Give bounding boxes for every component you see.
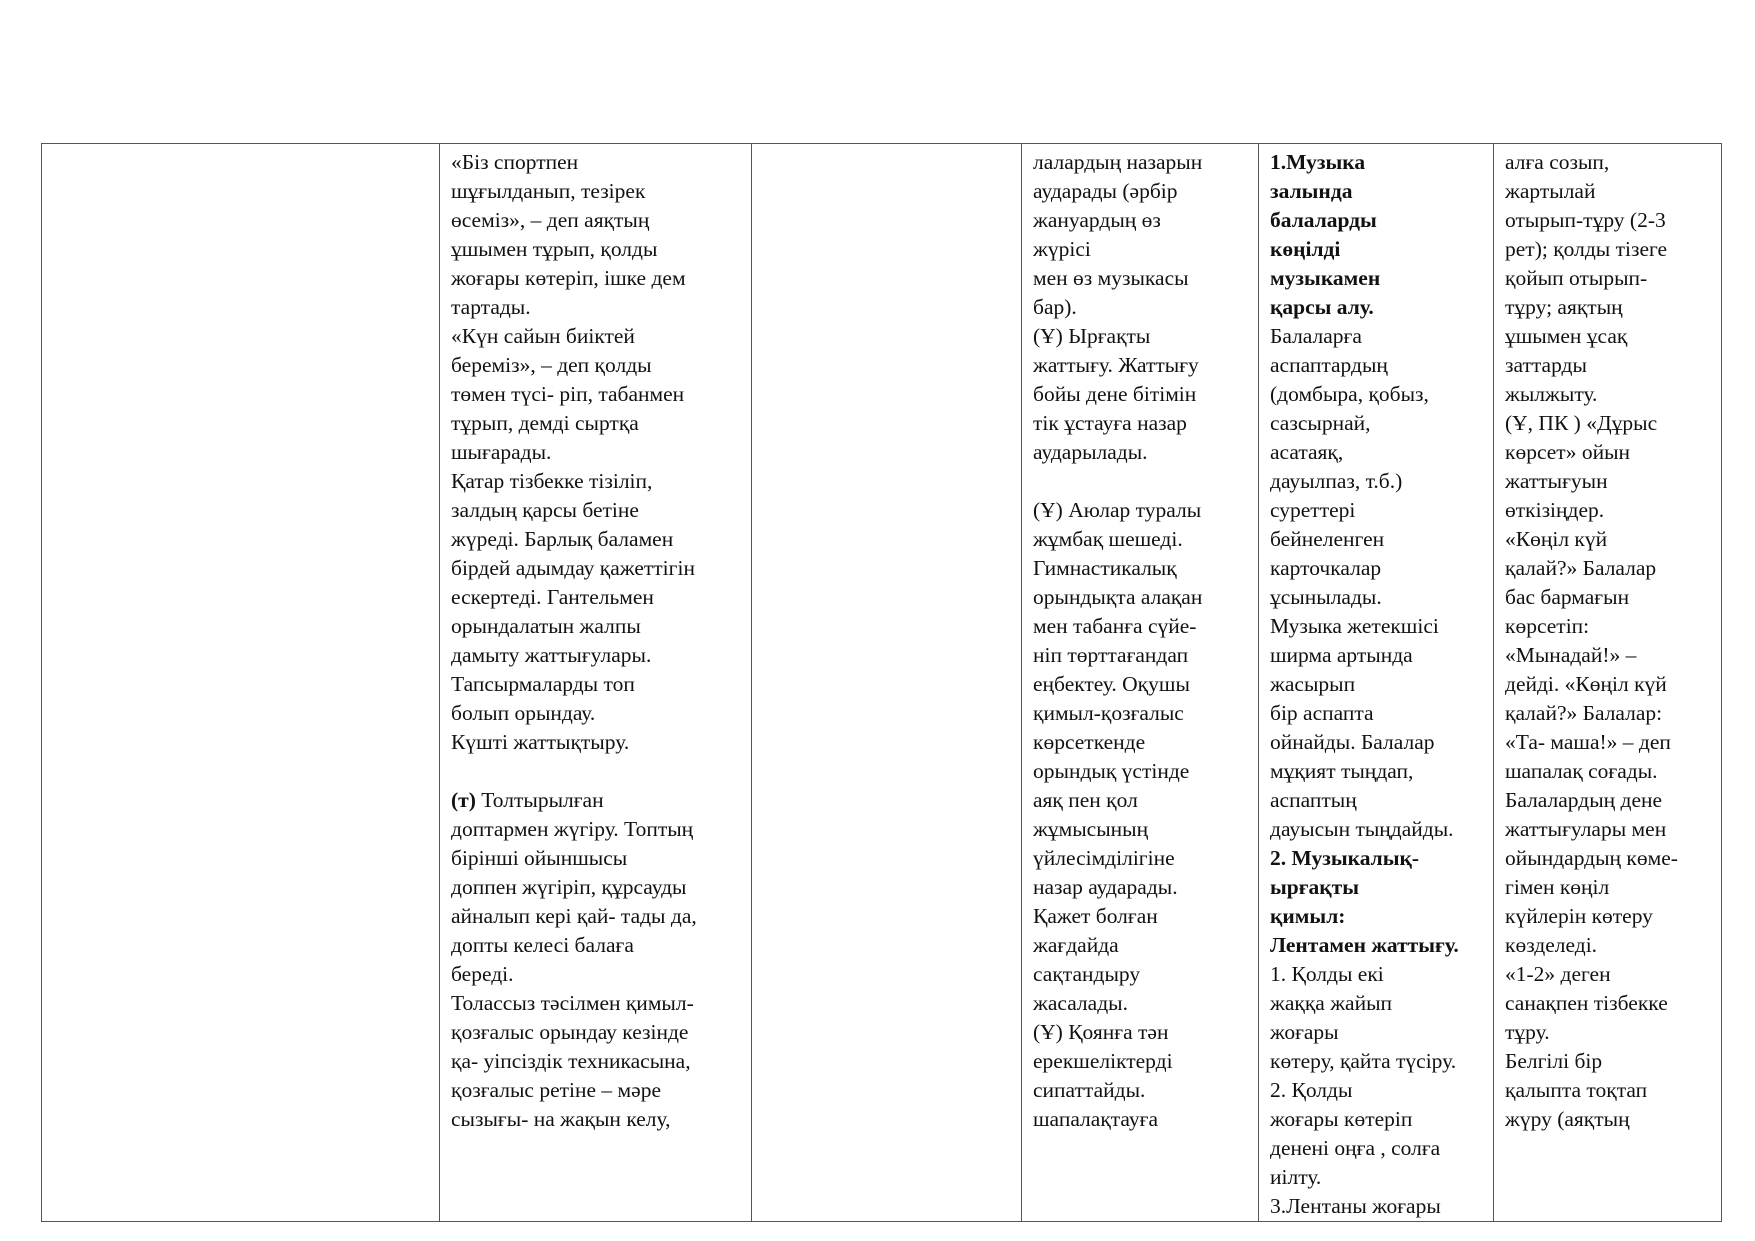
text-line: «Мынадай!» – [1505, 643, 1637, 667]
text-line: жүреді. Барлық баламен [451, 527, 674, 551]
text-line: сызығы- на жақын келу, [451, 1107, 671, 1131]
text-line: ширма артында [1270, 643, 1413, 667]
text-line: заттарды [1505, 353, 1587, 377]
table-cell-col4 [1022, 144, 1259, 1222]
text-line: залында [1270, 179, 1353, 203]
text-line: жаттығуын [1505, 469, 1608, 493]
table-cell-col6 [1494, 144, 1722, 1222]
text-line: өсеміз», – деп аяқтың [451, 208, 650, 232]
text-line: (Ұ) Ырғақты [1033, 324, 1151, 348]
text-line: сипаттайды. [1033, 1078, 1146, 1102]
text-line: дамыту жаттығулары. [451, 643, 652, 667]
text-line: ұшымен тұрып, қолды [451, 237, 658, 261]
text-line: аспаптың [1270, 788, 1357, 812]
table-cell-col2 [440, 144, 752, 1222]
text-line: қозғалыс ретіне – мәре [451, 1078, 661, 1102]
text-line: қарсы алу. [1270, 295, 1374, 319]
text-line: жасырып [1270, 672, 1356, 696]
text-line: дейді. «Көңіл күй [1505, 672, 1667, 696]
bold-label: (т) [451, 788, 476, 812]
text-line: лалардың назарын [1033, 150, 1203, 174]
text-line: жасалады. [1033, 991, 1128, 1015]
text-line: ніп төрттағандап [1033, 643, 1189, 667]
text-line: көрсетіп: [1505, 614, 1590, 638]
text-line: балаларды [1270, 208, 1377, 232]
text-line [451, 757, 741, 786]
text-line: орындық үстінде [1033, 759, 1190, 783]
text-line: сақтандыру [1033, 962, 1141, 986]
text-line: көрсеткенде [1033, 730, 1146, 754]
text-line: бірдей адымдау қажеттігін [451, 556, 695, 580]
text-line: болып орындау. [451, 701, 596, 725]
text-line: бас бармағын [1505, 585, 1630, 609]
text-line [1033, 467, 1248, 496]
text-line: қимыл: [1270, 904, 1346, 928]
text-line: иілту. [1270, 1165, 1322, 1189]
text-line: 3.Лентаны жоғары [1270, 1194, 1441, 1218]
text-line: аударады (әрбір [1033, 179, 1178, 203]
text-line: сазсырнай, [1270, 411, 1371, 435]
text-line: шұғылданып, тезірек [451, 179, 646, 203]
text-line [451, 786, 741, 815]
text-line: ерекшеліктерді [1033, 1049, 1173, 1073]
text-line: 2. Қолды [1270, 1078, 1353, 1102]
table-cell-col5 [1259, 144, 1494, 1222]
text-line: мұқият тыңдап, [1270, 759, 1414, 783]
text-line: Балалардың дене [1505, 788, 1663, 812]
text-line: Балаларға [1270, 324, 1362, 348]
text-line: Музыка жетекшісі [1270, 614, 1439, 638]
text-line: 2. Музыкалық- [1270, 846, 1420, 870]
text-line: бар). [1033, 295, 1077, 319]
text-line: қалыпта тоқтап [1505, 1078, 1648, 1102]
text-line: шығарады. [451, 440, 552, 464]
text-line: ескертеді. Гантельмен [451, 585, 654, 609]
text-line: шапалақтауға [1033, 1107, 1158, 1131]
text-line: (домбыра, қобыз, [1270, 382, 1429, 406]
text-line: еңбектеу. Оқушы [1033, 672, 1190, 696]
text-line: шапалақ соғады. [1505, 759, 1658, 783]
text-line: қалай?» Балалар [1505, 556, 1657, 580]
text-line: «Күн сайын биіктей [451, 324, 635, 348]
lesson-plan-table [41, 143, 1722, 1222]
text-line: Белгілі бір [1505, 1049, 1603, 1073]
text-line: ұшымен ұсақ [1505, 324, 1628, 348]
text-line: Қатар тізбекке тізіліп, [451, 469, 653, 493]
text-line: ырғақты [1270, 875, 1359, 899]
text-line: қалай?» Балалар: [1505, 701, 1663, 725]
text-line: Қажет болған [1033, 904, 1158, 928]
text-line: Тапсырмаларды топ [451, 672, 635, 696]
text-line: айналып кері қай- тады да, [451, 904, 697, 928]
text-line: ойындардың көме- [1505, 846, 1678, 870]
text-line: жаққа жайып [1270, 991, 1393, 1015]
text-line: «1-2» деген [1505, 962, 1611, 986]
text-line: доппен жүгіріп, құрсауды [451, 875, 687, 899]
text-line: жоғары [1270, 1020, 1339, 1044]
text-line: Күшті жаттықтыру. [451, 730, 630, 754]
text-line: бірінші ойыншысы [451, 846, 628, 870]
text-line: береміз», – деп қолды [451, 353, 652, 377]
text-line: төмен түсі- ріп, табанмен [451, 382, 685, 406]
text-line: жүрісі [1033, 237, 1091, 261]
text-line: бір аспапта [1270, 701, 1374, 725]
text-line: алға созып, [1505, 150, 1610, 174]
text-line: өткізіңдер. [1505, 498, 1605, 522]
text-line: бойы дене бітімін [1033, 382, 1197, 406]
text-line: жоғары көтеріп [1270, 1107, 1413, 1131]
text-line: залдың қарсы бетіне [451, 498, 639, 522]
text-line: гімен көңіл [1505, 875, 1610, 899]
text-line: «Та- маша!» – деп [1505, 730, 1671, 754]
text-line: «Көңіл күй [1505, 527, 1608, 551]
text-line: Гимнастикалық [1033, 556, 1177, 580]
text-line: рет); қолды тізеге [1505, 237, 1668, 261]
text-line: доптармен жүгіру. Топтың [451, 817, 694, 841]
text-line: тұрып, демді сыртқа [451, 411, 639, 435]
text-line: үйлесімділігіне [1033, 846, 1175, 870]
text-line: қимыл-қозғалыс [1033, 701, 1184, 725]
table-cell-col1 [42, 144, 440, 1222]
table-cell-col3 [752, 144, 1022, 1222]
text-line: жағдайда [1033, 933, 1119, 957]
text-line: көзделеді. [1505, 933, 1598, 957]
table-row [42, 144, 1722, 1222]
text-line: (Ұ) Аюлар туралы [1033, 498, 1202, 522]
text-line: дауылпаз, т.б.) [1270, 469, 1403, 493]
text-line: музыкамен [1270, 266, 1381, 290]
text-line: назар аударады. [1033, 875, 1178, 899]
text-line: қозғалыс орындау кезінде [451, 1020, 689, 1044]
text-line: қойып отырып- [1505, 266, 1648, 290]
text-line: карточкалар [1270, 556, 1382, 580]
text-line: жаттығу. Жаттығу [1033, 353, 1199, 377]
text-line: көңілді [1270, 237, 1341, 261]
text-line: тұру. [1505, 1020, 1550, 1044]
text-line: жұмбақ шешеді. [1033, 527, 1183, 551]
text-line: ойнайды. Балалар [1270, 730, 1435, 754]
text-line: допты келесі балаға [451, 933, 634, 957]
text-line: орындалатын жалпы [451, 614, 641, 638]
text-line: жылжыту. [1505, 382, 1598, 406]
text-line: тік ұстауға назар [1033, 411, 1187, 435]
text-line: отырып-тұру (2-3 [1505, 208, 1666, 232]
text-line: аяқ пен қол [1033, 788, 1138, 812]
text-line: (Ұ, ПК ) «Дұрыс [1505, 411, 1658, 435]
text-line: береді. [451, 962, 514, 986]
text-line: жануардың өз [1033, 208, 1161, 232]
text-line: (Ұ) Қоянға тән [1033, 1020, 1169, 1044]
text-line: жаттығулары мен [1505, 817, 1667, 841]
text-line: суреттері [1270, 498, 1356, 522]
text-line: Лентамен жаттығу. [1270, 933, 1459, 957]
text-line: 1. Қолды екі [1270, 962, 1384, 986]
text-line: Толассыз тәсілмен қимыл- [451, 991, 694, 1015]
text-line: қа- уіпсіздік техникасына, [451, 1049, 691, 1073]
text-line: жұмысының [1033, 817, 1149, 841]
text-line: аспаптардың [1270, 353, 1388, 377]
text-line: мен өз музыкасы [1033, 266, 1189, 290]
text-line: ұсынылады. [1270, 585, 1382, 609]
text-line: «Біз спортпен [451, 150, 579, 174]
text-line: тартады. [451, 295, 531, 319]
text-line: санақпен тізбекке [1505, 991, 1668, 1015]
text-line: жартылай [1505, 179, 1596, 203]
text-line: мен табанға сүйе- [1033, 614, 1197, 638]
text-line: бейнеленген [1270, 527, 1385, 551]
text-line: жоғары көтеріп, ішке дем [451, 266, 686, 290]
text-line: көтеру, қайта түсіру. [1270, 1049, 1457, 1073]
text-line: дауысын тыңдайды. [1270, 817, 1454, 841]
line-text: Толтырылған [475, 788, 604, 812]
text-line: денені оңға , солға [1270, 1136, 1441, 1160]
text-line: орындықта алақан [1033, 585, 1203, 609]
text-line: жүру (аяқтың [1505, 1107, 1630, 1131]
text-line: күйлерін көтеру [1505, 904, 1653, 928]
text-line: 1.Музыка [1270, 150, 1366, 174]
text-line: аударылады. [1033, 440, 1148, 464]
text-line: асатаяқ, [1270, 440, 1344, 464]
text-line: көрсет» ойын [1505, 440, 1631, 464]
text-line: тұру; аяқтың [1505, 295, 1623, 319]
